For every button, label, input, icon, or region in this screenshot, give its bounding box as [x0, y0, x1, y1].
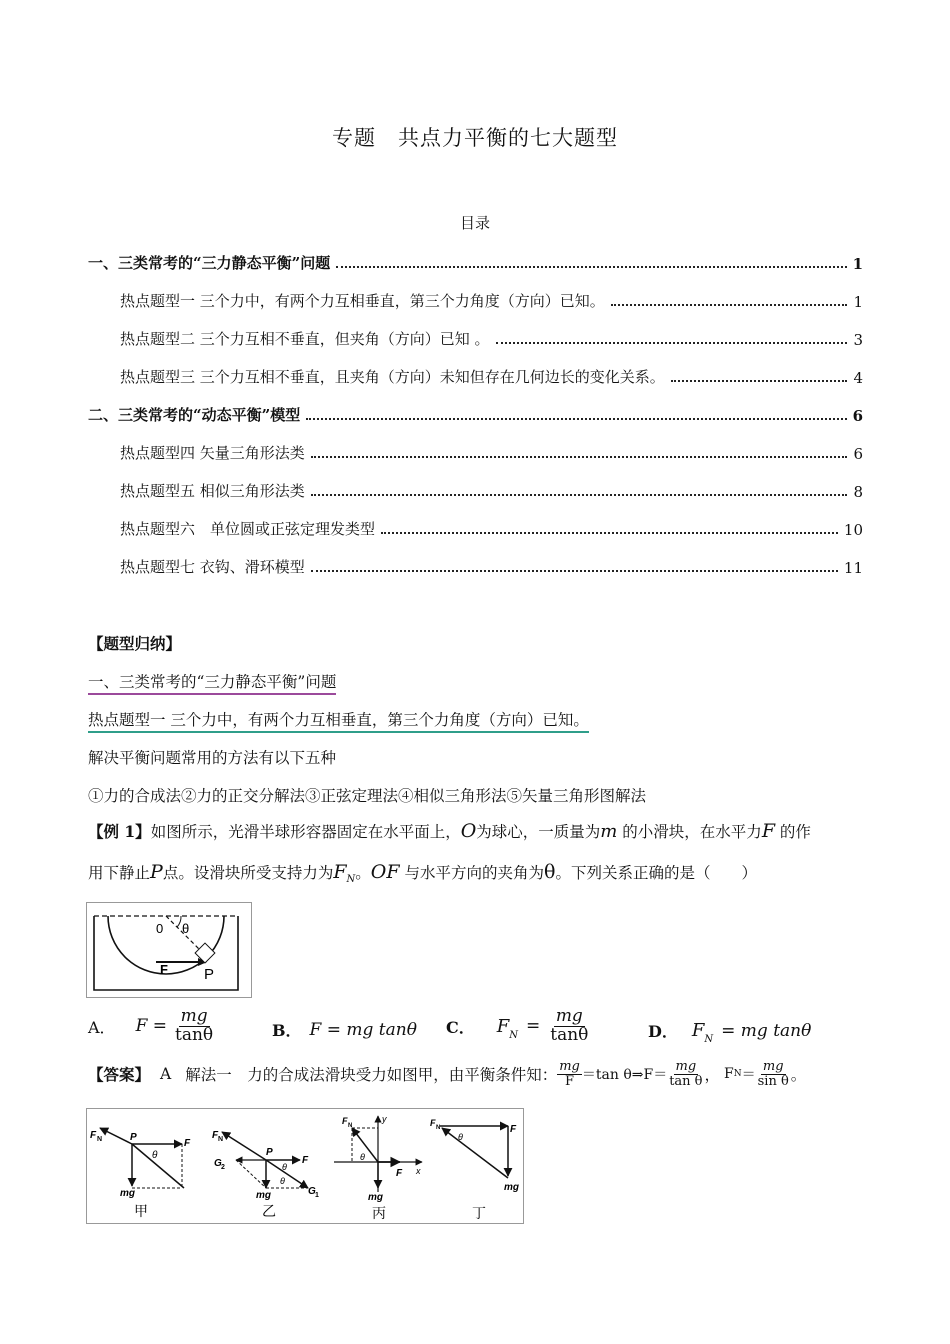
svg-text:N: N — [218, 1136, 224, 1143]
option-d[interactable]: D． F $_N$ = mg tanθ — [648, 1020, 812, 1045]
force-diagrams — [86, 1108, 524, 1224]
subsection-heading: 热点题型一 三个力中，有两个力互相垂直，第三个力角度（方向）已知。 — [88, 711, 589, 733]
figure-label-O: 0 — [156, 921, 164, 936]
toc-entry-text: 热点题型三 三个力互相不垂直，且夹角（方向）未知但存在几何边长的变化关系。 — [120, 368, 665, 386]
example-line-2: 用下静止P点。设滑块所受支持力为$F_N$。OF 与水平方向的夹角为θ。下列关系正确的是（ ） — [88, 861, 757, 886]
option-a[interactable]: A． F = $\frac{mg}{\tan\theta}$ — [88, 1006, 214, 1045]
svg-text:θ: θ — [282, 1162, 287, 1172]
toc-entry-text: 热点题型五 相似三角形法类 — [120, 482, 305, 500]
svg-text:mg: mg — [504, 1182, 519, 1193]
toc-entry-text: 热点题型六 单位圆或正弦定理发类型 — [120, 520, 376, 538]
toc-entry[interactable] — [120, 556, 863, 577]
svg-text:P: P — [130, 1132, 137, 1143]
figure-label-P: P — [204, 966, 215, 983]
toc-entry[interactable] — [120, 518, 863, 539]
figure-label-F: F — [160, 962, 168, 977]
svg-text:F: F — [342, 1116, 348, 1126]
toc-entry[interactable] — [120, 290, 863, 311]
toc-entry-text: 热点题型一 三个力中，有两个力互相垂直，第三个力角度（方向）已知。 — [120, 292, 605, 310]
summary-label: 【题型归纳】 — [88, 634, 182, 653]
svg-text:N: N — [97, 1136, 103, 1143]
section-heading: 一、三类常考的“三力静态平衡”问题 — [88, 673, 336, 695]
example-line-1: 【例 1】如图所示，光滑半球形容器固定在水平面上，O为球心，一质量为m 的小滑块，在水平力F 的作 — [88, 820, 811, 842]
example-label: 【例 1】 — [88, 822, 151, 841]
toc-entry[interactable] — [120, 480, 863, 501]
toc-entry-text: 二、三类常考的“动态平衡”模型 — [88, 406, 301, 424]
svg-text:θ: θ — [360, 1152, 365, 1162]
answer-choice: A — [160, 1065, 172, 1084]
svg-text:θ: θ — [458, 1132, 463, 1142]
toc-entry-text: 热点题型四 矢量三角形法类 — [120, 444, 305, 462]
svg-text:F: F — [396, 1168, 403, 1179]
option-b[interactable]: B． F = mg tanθ — [272, 1019, 417, 1040]
toc-entry-page: 8 — [853, 483, 863, 501]
toc-entry-page: 1 — [852, 255, 863, 273]
toc-entry-text: 热点题型二 三个力互相不垂直，但夹角（方向）已知 。 — [120, 330, 490, 348]
svg-text:F: F — [212, 1130, 219, 1141]
figure-label-theta: θ — [182, 921, 190, 936]
toc-entry-text: 热点题型七 衣钩、滑环模型 — [120, 558, 305, 576]
methods-text: ①力的合成法②力的正交分解法③正弦定理法④相似三角形法⑤矢量三角形图解法 — [88, 787, 647, 805]
toc-entry[interactable] — [120, 366, 863, 387]
answer-label: 【答案】 — [88, 1065, 151, 1085]
caption-yi: 乙 — [262, 1203, 276, 1219]
caption-jia: 甲 — [134, 1203, 148, 1219]
toc-entry-text: 一、三类常考的“三力静态平衡”问题 — [88, 254, 331, 272]
toc-entry-page: 10 — [843, 521, 863, 539]
toc-entry-page: 4 — [853, 369, 863, 387]
svg-text:N: N — [436, 1125, 441, 1131]
intro-text: 解决平衡问题常用的方法有以下五种 — [88, 749, 337, 767]
svg-text:F: F — [430, 1118, 436, 1128]
toc-entry[interactable] — [88, 404, 863, 425]
toc-entry-page: 6 — [852, 407, 863, 425]
svg-text:2: 2 — [221, 1164, 225, 1171]
toc-entry[interactable] — [120, 328, 863, 349]
caption-ding: 丁 — [472, 1205, 486, 1221]
svg-text:F: F — [90, 1130, 97, 1141]
svg-text:mg: mg — [256, 1190, 271, 1201]
answer-line: 【答案】 A 解法一 力的合成法滑块受力如图甲，由平衡条件知： $\frac{mg}{F}$ ＝tan θ⇒F＝ $\frac{mg}{\text{tan θ}}$ ， F N ＝ $\frac{mg}{\text{sin θ}}$ 。 — [88, 1059, 807, 1089]
toc-heading: 目录 — [459, 214, 490, 232]
svg-text:G: G — [308, 1186, 316, 1197]
svg-text:G: G — [214, 1158, 222, 1169]
toc-entry[interactable] — [120, 442, 863, 463]
svg-text:P: P — [266, 1147, 273, 1158]
caption-bing: 丙 — [372, 1205, 386, 1221]
hemisphere-figure — [86, 902, 252, 998]
toc-entry-page: 1 — [853, 293, 863, 311]
svg-text:F: F — [510, 1124, 517, 1135]
svg-text:N: N — [348, 1123, 353, 1129]
svg-text:mg: mg — [368, 1192, 383, 1203]
svg-text:θ: θ — [280, 1176, 285, 1186]
option-c[interactable]: C． F $_N$ = $\frac{mg}{\tan\theta}$ — [446, 1006, 589, 1045]
svg-text:1: 1 — [315, 1192, 319, 1199]
page-title: 专题 共点力平衡的七大题型 — [332, 126, 618, 150]
svg-text:θ: θ — [152, 1150, 158, 1161]
toc-entry-page: 3 — [853, 331, 863, 349]
svg-text:F: F — [184, 1138, 191, 1149]
svg-text:x: x — [416, 1166, 421, 1176]
svg-text:y: y — [382, 1114, 387, 1124]
svg-text:mg: mg — [120, 1188, 135, 1199]
toc-entry[interactable] — [88, 252, 863, 273]
toc-entry-page: 6 — [853, 445, 863, 463]
svg-text:F: F — [302, 1155, 309, 1166]
toc-entry-page: 11 — [843, 559, 863, 577]
